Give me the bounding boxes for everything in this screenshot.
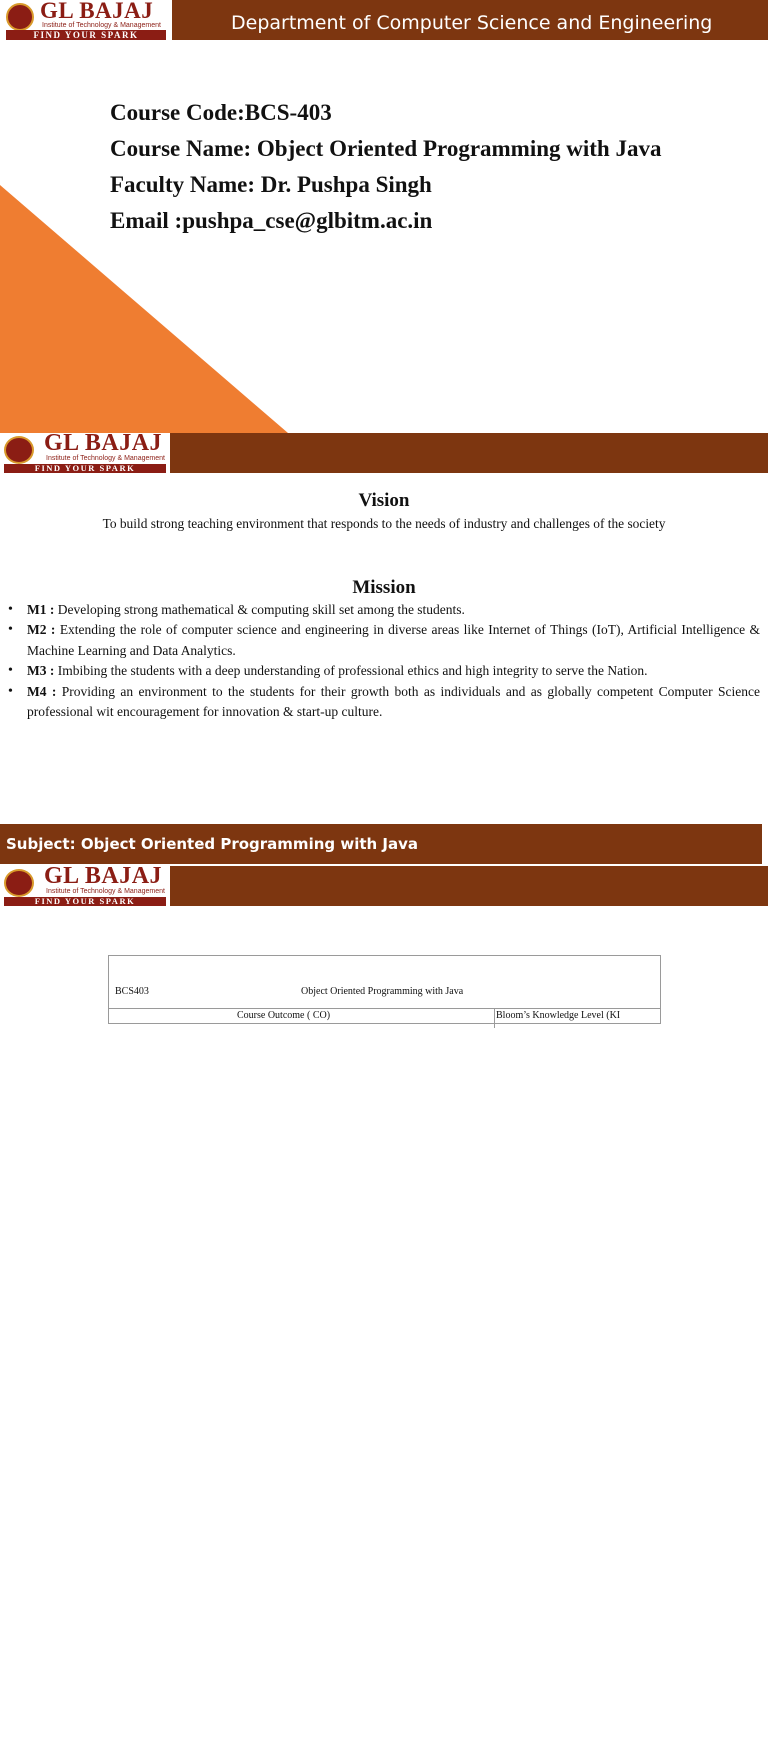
orange-triangle-decoration (0, 185, 288, 433)
mission-code: M2 : (27, 622, 56, 638)
mission-list (8, 600, 760, 722)
logo-brand: GL BAJAJ (40, 0, 154, 23)
table-header-outcome: Course Outcome ( CO) (237, 1010, 331, 1021)
logo-subtitle: Institute of Technology & Management (46, 455, 165, 462)
mission-code: M1 : (27, 602, 55, 617)
mission-item-m2 (8, 620, 760, 661)
table-course-code: BCS403 (115, 986, 149, 997)
mission-item-m4 (8, 682, 760, 723)
slide3-logo (0, 863, 170, 906)
mission-item-m3 (8, 661, 760, 681)
mission-text: Providing an environment to the students for their growth both as individuals and as globally competent Computer Science professional wit encouragement for innovation & start-up culture. (27, 683, 761, 720)
table-course-name: Object Oriented Programming with Java (301, 986, 464, 997)
logo-tagline: FIND YOUR SPARK (4, 464, 166, 473)
mission-text: Imbibing the students with a deep understanding of professional ethics and high integrity to serve the Nation. (54, 663, 648, 679)
mission-text: Extending the role of computer science and engineering in diverse areas like Internet of Things (IoT), Artificial Intelligence & Machine Learning and Data Analytics. (27, 622, 760, 658)
logo-brand: GL BAJAJ (44, 863, 163, 889)
mission-item-m1 (8, 600, 760, 620)
table-divider (494, 1008, 495, 1028)
course-name: Course Name: Object Oriented Programming with Java (110, 136, 662, 161)
subject-bar (0, 824, 762, 864)
faculty-email: Email :pushpa_cse@glbitm.ac.in (110, 208, 433, 233)
slide2-logo (0, 430, 170, 473)
logo-tagline: FIND YOUR SPARK (4, 897, 166, 906)
course-code: Course Code:BCS-403 (110, 100, 332, 125)
logo-tagline: FIND YOUR SPARK (6, 30, 166, 40)
slide1-department-title: Department of Computer Science and Engineering (231, 12, 713, 34)
vision-heading: Vision (358, 490, 410, 511)
slide1-logo (0, 0, 172, 40)
logo-emblem-icon (6, 3, 34, 31)
logo-subtitle: Institute of Technology & Management (42, 22, 161, 29)
vision-text: To build strong teaching environment that responds to the needs of industry and challenges of the society (102, 516, 666, 531)
logo-brand: GL BAJAJ (44, 430, 163, 456)
logo-emblem-icon (4, 869, 34, 897)
mission-text: Developing strong mathematical & computing skill set among the students. (54, 602, 465, 617)
faculty-name: Faculty Name: Dr. Pushpa Singh (110, 172, 432, 197)
course-outcome-title: Course Outcome (380, 1740, 544, 1763)
course-outcome-table (108, 955, 661, 1024)
mission-heading: Mission (352, 577, 416, 598)
logo-emblem-icon (4, 436, 34, 464)
subject-text: Subject: Object Oriented Programming with Java (6, 835, 419, 853)
mission-code: M4 : (27, 683, 57, 699)
logo-subtitle: Institute of Technology & Management (46, 888, 165, 895)
mission-code: M3 : (27, 663, 55, 679)
table-header-bloom: Bloom’s Knowledge Level (KI (496, 1010, 621, 1021)
table-row (109, 956, 660, 1009)
